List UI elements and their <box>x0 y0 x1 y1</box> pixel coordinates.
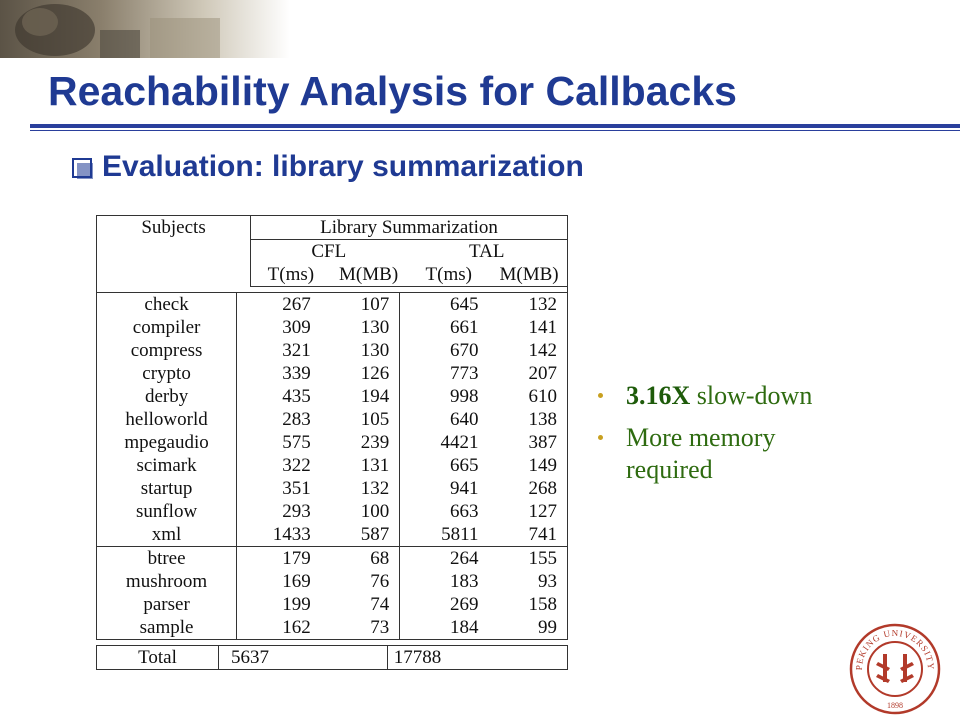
cell-cfl-m: 100 <box>319 500 400 523</box>
col-tal-m: M(MB) <box>491 263 567 287</box>
cell-cfl-t: 322 <box>282 454 311 476</box>
subtitle-text: Evaluation: library summarization <box>102 150 584 183</box>
cell-tal-m: 387 <box>528 431 557 453</box>
cell-subject: mpegaudio <box>97 431 237 454</box>
cell-tal-m: 138 <box>528 408 557 430</box>
table-row <box>97 547 568 570</box>
cell-cfl-m: 132 <box>319 477 400 500</box>
cell-cfl-t: 435 <box>282 385 311 407</box>
cell-tal-t: 5811 <box>441 523 479 545</box>
cell-cfl-t: 1433 <box>272 523 311 545</box>
cell-subject: check <box>97 292 237 316</box>
cell-tal-t: 661 <box>449 316 479 338</box>
col-cfl-m: M(MB) <box>331 263 407 287</box>
cell-subject: derby <box>97 385 237 408</box>
table-row <box>97 500 568 523</box>
cell-subject: compiler <box>97 316 237 339</box>
cell-subject: scimark <box>97 454 237 477</box>
cell-cfl-m: 131 <box>319 454 400 477</box>
cell-subject: startup <box>97 477 237 500</box>
table-row <box>97 385 568 408</box>
col-tal: TAL <box>406 240 567 264</box>
cell-tal-t: 183 <box>449 570 479 592</box>
total-tal-t: 17788 <box>393 646 442 668</box>
cell-cfl-m: 73 <box>319 616 400 640</box>
cell-subject: xml <box>97 523 237 547</box>
cell-cfl-t: 179 <box>282 547 311 569</box>
cell-tal-t: 941 <box>449 477 479 499</box>
cell-tal-m: 149 <box>528 454 557 476</box>
cell-cfl-m: 74 <box>319 593 400 616</box>
cell-cfl-t: 309 <box>282 316 311 338</box>
table-group-1 <box>96 292 568 547</box>
table-row <box>97 570 568 593</box>
col-tal-t: T(ms) <box>406 263 491 287</box>
table-group-2 <box>96 547 568 640</box>
cell-subject: sample <box>97 616 237 640</box>
col-group-library: Library Summarization <box>251 216 568 240</box>
cell-tal-m: 155 <box>528 547 557 569</box>
total-cfl-t: 5637 <box>219 645 388 669</box>
cell-tal-t: 665 <box>449 454 479 476</box>
cell-cfl-m: 107 <box>319 292 400 316</box>
bullet-dot-icon <box>598 393 603 398</box>
slowdown-text: slow-down <box>690 381 813 410</box>
cell-tal-t: 184 <box>449 616 479 638</box>
col-subjects: Subjects <box>97 216 251 287</box>
cell-cfl-m: 130 <box>319 316 400 339</box>
results-table <box>96 215 568 670</box>
cell-cfl-m: 239 <box>319 431 400 454</box>
title-rule-thin <box>30 130 960 131</box>
cell-tal-t: 4421 <box>440 431 479 453</box>
cell-tal-t: 645 <box>449 293 479 315</box>
banner-photo <box>0 0 290 58</box>
cell-cfl-m: 194 <box>319 385 400 408</box>
table-row <box>97 593 568 616</box>
cell-subject: parser <box>97 593 237 616</box>
cell-subject: crypto <box>97 362 237 385</box>
cell-tal-t: 640 <box>449 408 479 430</box>
cell-cfl-t: 351 <box>282 477 311 499</box>
university-seal-icon <box>848 622 942 716</box>
bullet-dot-icon <box>598 435 603 440</box>
cell-cfl-m: 130 <box>319 339 400 362</box>
cell-cfl-t: 267 <box>282 293 311 315</box>
subtitle <box>72 150 584 184</box>
title-rule <box>30 124 960 128</box>
seal-year: 1898 <box>887 701 903 710</box>
cell-cfl-m: 76 <box>319 570 400 593</box>
cell-tal-m: 127 <box>528 500 557 522</box>
table-row <box>97 454 568 477</box>
table-row <box>97 431 568 454</box>
cell-subject: helloworld <box>97 408 237 431</box>
cell-subject: sunflow <box>97 500 237 523</box>
cell-tal-t: 264 <box>449 547 479 569</box>
col-cfl-t: T(ms) <box>251 263 331 287</box>
cell-cfl-t: 199 <box>282 593 311 615</box>
cell-tal-m: 610 <box>528 385 557 407</box>
bullet-slowdown <box>598 380 858 412</box>
cell-cfl-t: 575 <box>282 431 311 453</box>
cell-tal-m: 207 <box>528 362 557 384</box>
table-row <box>97 316 568 339</box>
cell-cfl-m: 587 <box>319 523 400 547</box>
table-total <box>96 645 568 670</box>
bullet-list <box>598 380 858 496</box>
memory-text: More memory required <box>626 423 776 484</box>
table-row <box>97 339 568 362</box>
cell-tal-t: 773 <box>449 362 479 384</box>
table-row-total <box>97 645 568 669</box>
cell-tal-m: 142 <box>528 339 557 361</box>
table-row <box>97 408 568 431</box>
cell-cfl-t: 293 <box>282 500 311 522</box>
cell-cfl-m: 126 <box>319 362 400 385</box>
total-label: Total <box>97 645 219 669</box>
cell-cfl-t: 339 <box>282 362 311 384</box>
bullet-memory <box>598 422 858 486</box>
seal-text: PEKING UNIVERSITY <box>853 627 937 671</box>
cell-tal-m: 132 <box>528 293 557 315</box>
checkbox-bullet-icon <box>72 158 92 178</box>
cell-tal-t: 269 <box>449 593 479 615</box>
table-row <box>97 616 568 640</box>
cell-tal-m: 158 <box>528 593 557 615</box>
col-cfl: CFL <box>251 240 407 264</box>
table-row <box>97 362 568 385</box>
cell-cfl-m: 68 <box>319 547 400 570</box>
cell-cfl-t: 162 <box>282 616 311 638</box>
slowdown-factor: 3.16X <box>626 381 691 410</box>
cell-tal-m: 741 <box>528 523 557 545</box>
cell-subject: btree <box>97 547 237 570</box>
cell-cfl-t: 169 <box>282 570 311 592</box>
cell-tal-m: 93 <box>538 570 557 592</box>
table-row <box>97 523 568 547</box>
cell-cfl-m: 105 <box>319 408 400 431</box>
cell-tal-t: 998 <box>449 385 479 407</box>
cell-tal-m: 268 <box>528 477 557 499</box>
table-row <box>97 477 568 500</box>
cell-cfl-t: 321 <box>282 339 311 361</box>
cell-subject: mushroom <box>97 570 237 593</box>
cell-subject: compress <box>97 339 237 362</box>
page-title: Reachability Analysis for Callbacks <box>48 68 737 114</box>
cell-tal-m: 141 <box>528 316 557 338</box>
cell-tal-t: 670 <box>449 339 479 361</box>
cell-tal-t: 663 <box>449 500 479 522</box>
table-row <box>97 292 568 316</box>
cell-cfl-t: 283 <box>282 408 311 430</box>
cell-tal-m: 99 <box>538 616 557 638</box>
